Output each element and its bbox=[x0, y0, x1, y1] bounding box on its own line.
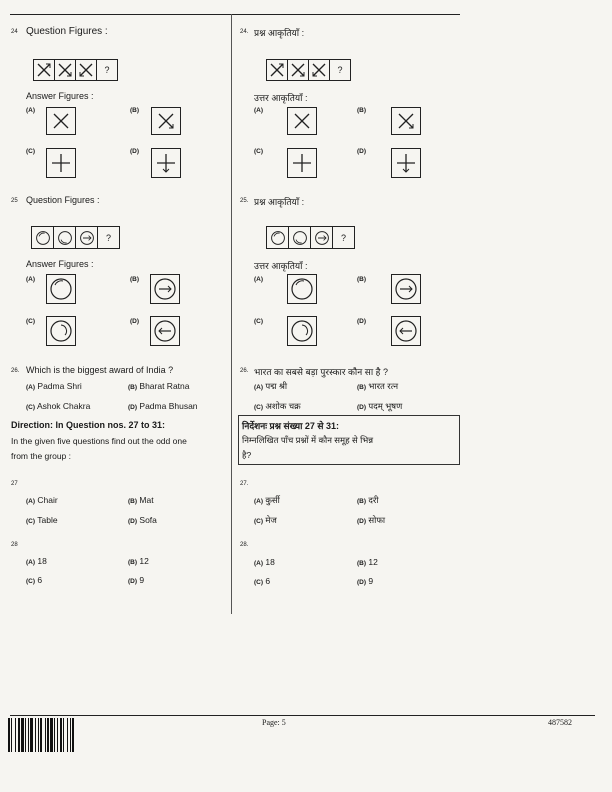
option-label: (C) bbox=[26, 148, 36, 155]
q28-option-a[interactable]: (A) 18 bbox=[26, 556, 47, 566]
answer-figure-d[interactable] bbox=[391, 316, 421, 346]
answer-figure-d[interactable] bbox=[151, 148, 181, 178]
q25-question-figures bbox=[267, 226, 355, 249]
q27-option-d[interactable]: (D) सोफा bbox=[357, 515, 386, 525]
answer-figure-b[interactable] bbox=[391, 107, 421, 135]
answer-figure-a[interactable] bbox=[46, 107, 76, 135]
answer-figure-c[interactable] bbox=[287, 148, 317, 178]
q24-answer-heading: Answer Figures : bbox=[26, 91, 94, 101]
q26-option-b[interactable]: (B) Bharat Ratna bbox=[128, 381, 190, 391]
figure-cross-icon bbox=[308, 59, 330, 81]
option-label: (A) bbox=[254, 276, 264, 283]
q24-question-figures bbox=[267, 59, 351, 81]
option-label: (B) bbox=[357, 107, 367, 114]
answer-figure-b[interactable] bbox=[150, 274, 180, 304]
q28-option-d[interactable]: (D) 9 bbox=[128, 575, 145, 585]
q24-number: 24 bbox=[11, 29, 18, 35]
q25-answer-heading: Answer Figures : bbox=[26, 259, 94, 269]
question-mark-cell: ? bbox=[97, 226, 120, 249]
q26-option-c[interactable]: (C) अशोक चक्र bbox=[254, 401, 301, 411]
q28-option-b[interactable]: (B) 12 bbox=[357, 557, 378, 567]
answer-figure-a[interactable] bbox=[46, 274, 76, 304]
q26-question: भारत का सबसे बड़ा पुरस्कार कौन सा है ? bbox=[254, 367, 388, 377]
paper-code: 487582 bbox=[548, 718, 572, 727]
answer-figure-c[interactable] bbox=[46, 148, 76, 178]
q27-option-a[interactable]: (A) Chair bbox=[26, 495, 58, 505]
option-label: (C) bbox=[26, 318, 36, 325]
q28-option-c[interactable]: (C) 6 bbox=[254, 576, 271, 586]
q24-heading: Question Figures : bbox=[26, 26, 108, 37]
q25-heading: प्रश्न आकृतियाँ : bbox=[254, 197, 305, 207]
q25-number: 25 bbox=[11, 198, 18, 204]
direction-title: निर्देशनः प्रश्न संख्या 27 से 31: bbox=[242, 421, 340, 431]
circle-arrow-icon bbox=[75, 226, 98, 249]
q24-number: 24. bbox=[240, 29, 249, 35]
answer-figure-b[interactable] bbox=[391, 274, 421, 304]
direction-text: निम्नलिखित पाँच प्रश्नों में कौन समूह से भिन्न bbox=[242, 435, 374, 445]
answer-figure-a[interactable] bbox=[287, 107, 317, 135]
q26-option-c[interactable]: (C) Ashok Chakra bbox=[26, 401, 91, 411]
figure-cross-icon bbox=[266, 59, 288, 81]
option-label: (B) bbox=[130, 107, 140, 114]
q25-heading: Question Figures : bbox=[26, 195, 100, 205]
q27-option-b[interactable]: (B) दरी bbox=[357, 495, 379, 505]
barcode-icon bbox=[8, 718, 103, 752]
circle-arrow-icon bbox=[53, 226, 76, 249]
question-mark-cell: ? bbox=[96, 59, 118, 81]
q26-option-d[interactable]: (D) पदम् भूषण bbox=[357, 401, 403, 411]
figure-cross-icon bbox=[54, 59, 76, 81]
q27-option-c[interactable]: (C) Table bbox=[26, 515, 58, 525]
q26-question: Which is the biggest award of India ? bbox=[26, 365, 174, 375]
q27-option-a[interactable]: (A) कुर्सी bbox=[254, 495, 280, 505]
q28-option-b[interactable]: (B) 12 bbox=[128, 556, 149, 566]
option-label: (A) bbox=[26, 107, 36, 114]
question-mark-cell: ? bbox=[332, 226, 355, 249]
q27-option-c[interactable]: (C) मेज bbox=[254, 515, 277, 525]
top-rule bbox=[10, 14, 460, 15]
option-label: (C) bbox=[254, 318, 264, 325]
answer-figure-d[interactable] bbox=[391, 148, 421, 178]
q28-number: 28. bbox=[240, 542, 249, 548]
q27-option-d[interactable]: (D) Sofa bbox=[128, 515, 157, 525]
q24-heading: प्रश्न आकृतियाँ : bbox=[254, 28, 305, 38]
page-number: Page: 5 bbox=[262, 718, 286, 727]
q28-option-d[interactable]: (D) 9 bbox=[357, 576, 374, 586]
q26-option-d[interactable]: (D) Padma Bhusan bbox=[128, 401, 198, 411]
q26-number: 26. bbox=[11, 368, 20, 374]
circle-arrow-icon bbox=[310, 226, 333, 249]
q24-question-figures bbox=[34, 59, 118, 81]
option-label: (B) bbox=[130, 276, 140, 283]
answer-figure-a[interactable] bbox=[287, 274, 317, 304]
direction-title: Direction: In Question nos. 27 to 31: bbox=[11, 420, 166, 430]
direction-text: In the given five questions find out the odd one bbox=[11, 436, 187, 446]
option-label: (D) bbox=[130, 318, 140, 325]
option-label: (D) bbox=[357, 148, 367, 155]
question-mark-cell: ? bbox=[329, 59, 351, 81]
option-label: (A) bbox=[26, 276, 36, 283]
q28-number: 28 bbox=[11, 542, 18, 548]
q25-question-figures bbox=[32, 226, 120, 249]
q26-option-a[interactable]: (A) पद्म श्री bbox=[254, 381, 288, 391]
q24-answer-heading: उत्तर आकृतियाँ : bbox=[254, 93, 308, 103]
circle-arrow-icon bbox=[31, 226, 54, 249]
q27-number: 27. bbox=[240, 481, 249, 487]
option-label: (C) bbox=[254, 148, 264, 155]
q26-option-a[interactable]: (A) Padma Shri bbox=[26, 381, 82, 391]
figure-cross-icon bbox=[33, 59, 55, 81]
option-label: (A) bbox=[254, 107, 264, 114]
answer-figure-b[interactable] bbox=[151, 107, 181, 135]
direction-text: from the group : bbox=[11, 451, 72, 461]
option-label: (D) bbox=[357, 318, 367, 325]
footer-rule bbox=[10, 715, 595, 716]
circle-arrow-icon bbox=[288, 226, 311, 249]
figure-cross-icon bbox=[287, 59, 309, 81]
q27-number: 27 bbox=[11, 481, 18, 487]
direction-text: है? bbox=[242, 450, 252, 460]
option-label: (B) bbox=[357, 276, 367, 283]
column-divider bbox=[231, 14, 232, 614]
figure-cross-icon bbox=[75, 59, 97, 81]
q28-option-c[interactable]: (C) 6 bbox=[26, 575, 43, 585]
circle-arrow-icon bbox=[266, 226, 289, 249]
q25-number: 25. bbox=[240, 198, 249, 204]
q28-option-a[interactable]: (A) 18 bbox=[254, 557, 275, 567]
q27-option-b[interactable]: (B) Mat bbox=[128, 495, 154, 505]
answer-figure-c[interactable] bbox=[287, 316, 317, 346]
option-label: (D) bbox=[130, 148, 140, 155]
answer-figure-c[interactable] bbox=[46, 316, 76, 346]
q25-answer-heading: उत्तर आकृतियाँ : bbox=[254, 261, 308, 271]
answer-figure-d[interactable] bbox=[150, 316, 180, 346]
q26-option-b[interactable]: (B) भारत रत्न bbox=[357, 381, 399, 391]
q26-number: 26. bbox=[240, 368, 249, 374]
